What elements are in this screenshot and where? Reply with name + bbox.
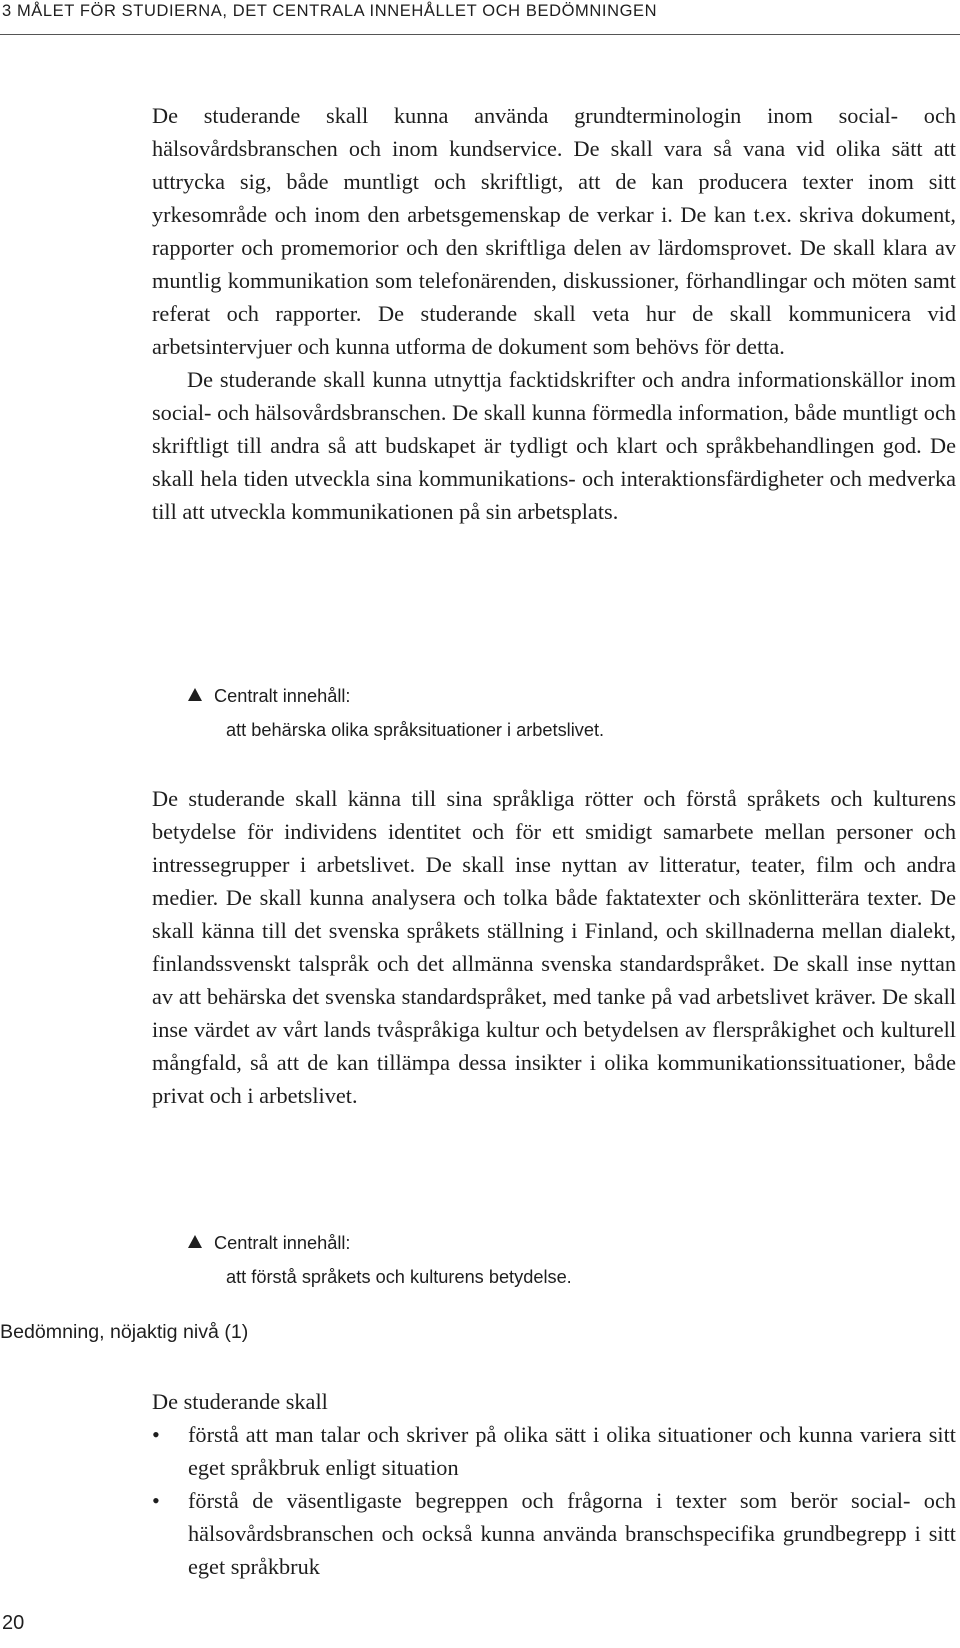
assessment-heading: Bedömning, nöjaktig nivå (1) bbox=[0, 1321, 249, 1343]
list-item bbox=[152, 1484, 956, 1583]
central-content-box bbox=[188, 1226, 572, 1294]
header-divider bbox=[0, 34, 960, 35]
list-item bbox=[152, 1418, 956, 1484]
criteria-list bbox=[152, 1418, 956, 1583]
bullet-icon: • bbox=[152, 1422, 160, 1447]
triangle-marker-icon bbox=[188, 688, 202, 701]
running-head: 3 MÅLET FÖR STUDIERNA, DET CENTRALA INNEHÅLLET OCH BEDÖMNINGEN bbox=[2, 2, 658, 20]
central-content-label: Centralt innehåll: bbox=[214, 1233, 351, 1253]
central-content-topic: att behärska olika språksituationer i arbetslivet. bbox=[226, 720, 605, 740]
list-item-text: förstå att man talar och skriver på olika sätt i olika situationer och kunna variera sitt eget språkbruk enligt situation bbox=[188, 1422, 956, 1480]
assessment-intro: De studerande skall bbox=[152, 1389, 328, 1414]
paragraph: De studerande skall kunna utnyttja facktidskrifter och andra informationskällor inom social- och hälsovårdsbranschen. De skall kunna förmedla information, både muntligt och skriftligt till andra så att budskapet är tydligt och klart och språkbehandlingen god. De skall hela tiden utveckla sina kommunikations- och interaktionsfärdigheter och medverka till att utveckla kommunikationen på sin arbetsplats. bbox=[152, 367, 956, 524]
bullet-icon: • bbox=[152, 1488, 160, 1513]
paragraph: De studerande skall kunna använda grundterminologin inom social- och hälsovårdsbranschen och inom kundservice. De skall vara så vana vid olika sätt att uttrycka sig, både muntligt och skriftligt, att de kan producera texter inom sitt yrkesområde och inom den arbetsgemenskap de verkar i. De kan t.ex. skriva dokument, rapporter och promemorior och den skriftliga delen av lärdomsprovet. De skall klara av muntlig kommunikation som telefonärenden, diskussioner, förhandlingar och möten samt referat och rapporter. De studerande skall veta hur de skall kommunicera vid arbetsintervjuer och kunna utforma de dokument som behövs för detta. bbox=[152, 103, 956, 359]
assessment-section bbox=[152, 1385, 956, 1583]
body-section-language-culture bbox=[152, 782, 956, 1112]
central-content-box bbox=[188, 679, 604, 747]
triangle-marker-icon bbox=[188, 1235, 202, 1248]
paragraph: De studerande skall känna till sina språkliga rötter och förstå språkets och kulturens betydelse för individens identitet och för ett smidigt samarbete mellan personer och intressegrupper i arbetslivet. De skall inse nyttan av litteratur, teater, film och andra medier. De skall kunna analysera och tolka både faktatexter och skönlitterära texter. De skall känna till det svenska språkets ställning i Finland, och skillnaderna mellan dialekt, finlandssvenskt talspråk och det allmänna svenska standardspråket. De skall inse nyttan av att behärska det svenska standardspråket, med tanke på vad arbetslivet kräver. De skall inse värdet av vårt lands tvåspråkiga kultur och betydelsen av flerspråkighet och kulturell mångfald, så att de kan tillämpa dessa insikter i olika kommunikationssituationer, både privat och i arbetslivet. bbox=[152, 786, 956, 1108]
body-section-communication bbox=[152, 99, 956, 528]
list-item-text: förstå de väsentligaste begreppen och frågorna i texter som berör social- och hälsovårdsbranschen och också kunna använda branschspecifika grundbegrepp i sitt eget språkbruk bbox=[188, 1488, 956, 1579]
page-number: 20 bbox=[2, 1612, 25, 1634]
central-content-topic: att förstå språkets och kulturens betydelse. bbox=[226, 1267, 572, 1287]
central-content-label: Centralt innehåll: bbox=[214, 686, 351, 706]
